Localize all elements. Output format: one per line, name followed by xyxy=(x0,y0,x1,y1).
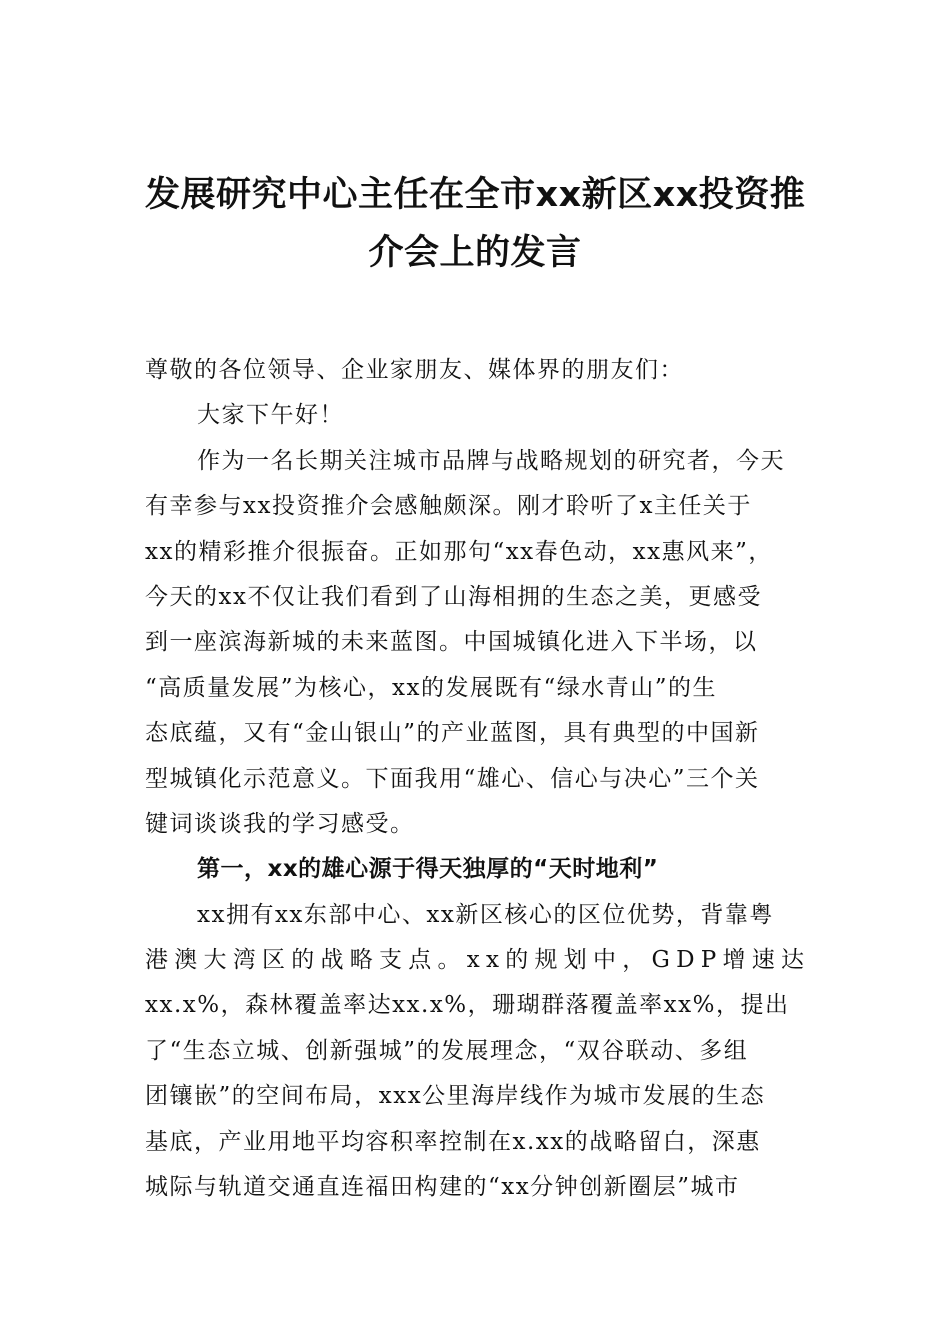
paragraph-line: xx拥有xx东部中心、xx新区核心的区位优势，背靠粤 xyxy=(197,901,774,928)
paragraph-line: xx.x%，森林覆盖率达xx.x%，珊瑚群落覆盖率xx%，提出 xyxy=(145,992,790,1019)
paragraph-line: 作为一名长期关注城市品牌与战略规划的研究者，今天 xyxy=(197,447,785,474)
greeting: 大家下午好！ xyxy=(197,402,344,429)
paragraph-line: xx的精彩推介很振奋。正如那句“xx春色动，xx惠风来”， xyxy=(145,538,773,565)
paragraph-line: “高质量发展”为核心，xx的发展既有“绿水青山”的生 xyxy=(145,674,717,701)
paragraph-line: 到一座滨海新城的未来蓝图。中国城镇化进入下半场，以 xyxy=(145,629,758,656)
paragraph-line: 型城镇化示范意义。下面我用“雄心、信心与决心”三个关 xyxy=(145,765,760,792)
paragraph-line: 键词谈谈我的学习感受。 xyxy=(145,810,415,837)
paragraph-line: 有幸参与xx投资推介会感触颇深。刚才聆听了x主任关于 xyxy=(145,493,752,520)
paragraph-line: 港澳大湾区的战略支点。xx的规划中，GDP增速达 xyxy=(145,947,811,974)
paragraph-line: 今天的xx不仅让我们看到了山海相拥的生态之美，更感受 xyxy=(145,583,762,610)
title-line-2: 介会上的发言 xyxy=(368,233,582,273)
document-title xyxy=(145,166,805,282)
salutation: 尊敬的各位领导、企业家朋友、媒体界的朋友们： xyxy=(145,357,684,383)
document-body xyxy=(145,348,810,1210)
paragraph-line: 城际与轨道交通直连福田构建的“xx分钟创新圈层”城市 xyxy=(145,1174,740,1201)
paragraph-line: 了“生态立城、创新强城”的发展理念，“双谷联动、多组 xyxy=(145,1037,749,1064)
paragraph-line: 团镶嵌”的空间布局，xxx公里海岸线作为城市发展的生态 xyxy=(145,1083,766,1110)
section-heading: 第一，xx的雄心源于得天独厚的“天时地利” xyxy=(197,856,659,883)
title-line-1: 发展研究中心主任在全市xx新区xx投资推 xyxy=(145,175,806,215)
paragraph-2 xyxy=(145,893,810,1211)
paragraph-1 xyxy=(145,439,810,848)
paragraph-line: 态底蕴，又有“金山银山”的产业蓝图，具有典型的中国新 xyxy=(145,720,760,747)
paragraph-line: 基底，产业用地平均容积率控制在x.xx的战略留白，深惠 xyxy=(145,1128,761,1155)
